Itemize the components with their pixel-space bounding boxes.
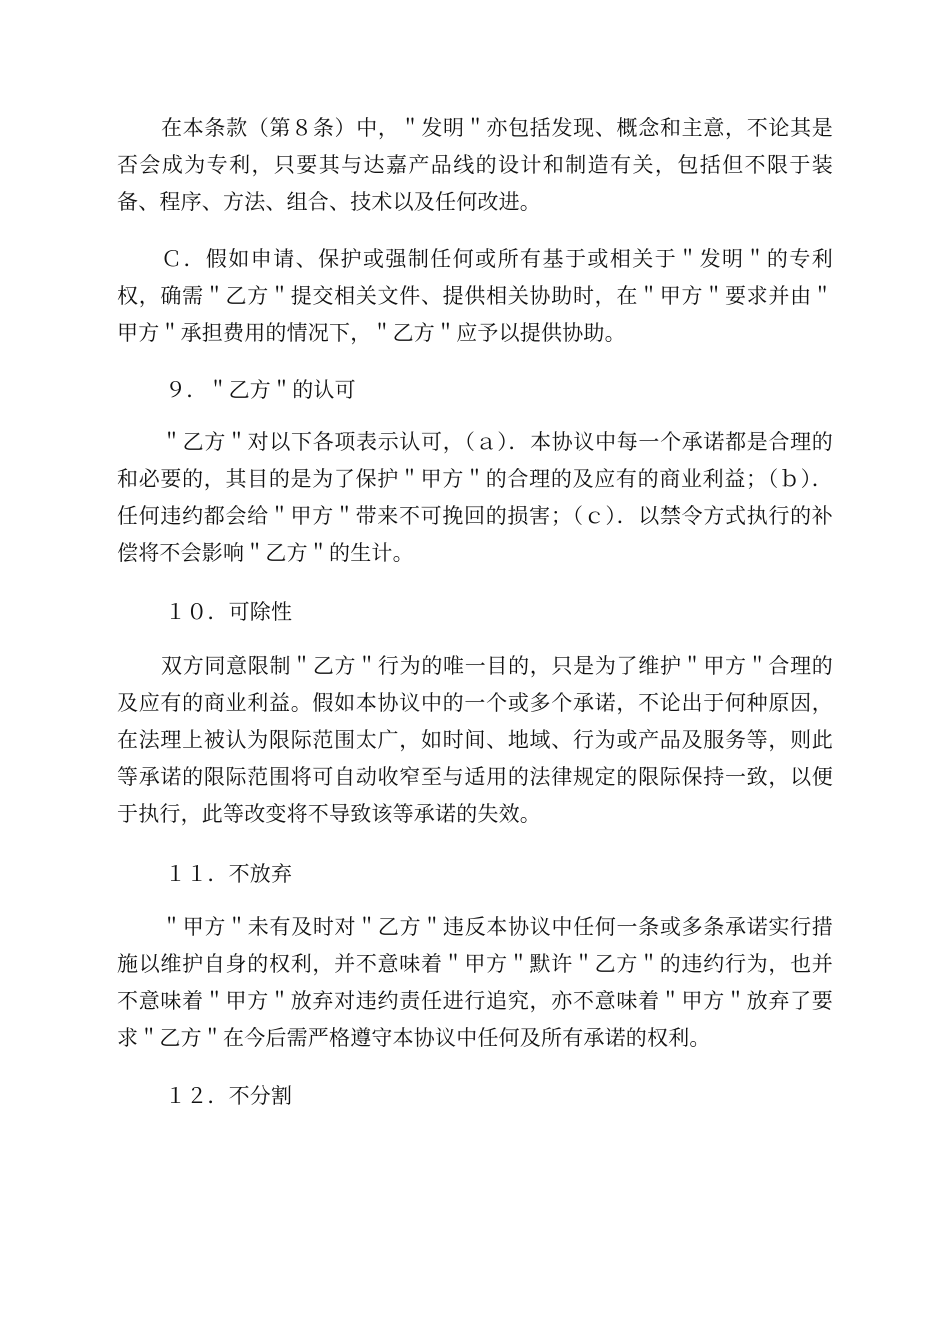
heading-section-12: １２．不分割 (165, 1084, 293, 1108)
heading-section-11: １１．不放弃 (165, 862, 293, 886)
paragraph-section-11-body: ＂甲方＂未有及时对＂乙方＂违反本协议中任何一条或多条承诺实行措施以维护自身的权利，并不意味着＂甲方＂默许＂乙方＂的违约行为，也并不意味着＂甲方＂放弃对违约责任进行追究，亦不意味着＂甲方＂放弃了要求＂乙方＂在今后需严格遵守本协议中任何及所有承诺的权利。 (117, 915, 833, 1050)
heading-section-9: ９．＂乙方＂的认可 (165, 378, 356, 402)
paragraph-clause-c: Ｃ．假如申请、保护或强制任何或所有基于或相关于＂发明＂的专利权，确需＂乙方＂提交相关文件、提供相关协助时，在＂甲方＂要求并由＂甲方＂承担费用的情况下，＂乙方＂应予以提供协助。 (117, 247, 833, 345)
paragraph-section-9-body: ＂乙方＂对以下各项表示认可，（ａ）．本协议中每一个承诺都是合理的和必要的，其目的是为了保护＂甲方＂的合理的及应有的商业利益；（ｂ）．任何违约都会给＂甲方＂带来不可挽回的损害；（ｃ）．以禁令方式执行的补偿将不会影响＂乙方＂的生计。 (117, 430, 833, 565)
paragraph-invention-definition: 在本条款（第８条）中，＂发明＂亦包括发现、概念和主意，不论其是否会成为专利，只要其与达嘉产品线的设计和制造有关，包括但不限于装备、程序、方法、组合、技术以及任何改进。 (117, 116, 833, 214)
heading-section-10: １０．可除性 (165, 600, 293, 624)
paragraph-section-10-body: 双方同意限制＂乙方＂行为的唯一目的，只是为了维护＂甲方＂合理的及应有的商业利益。假如本协议中的一个或多个承诺，不论出于何种原因，在法理上被认为限际范围太广，如时间、地域、行为或产品及服务等，则此等承诺的限际范围将可自动收窄至与适用的法律规定的限际保持一致，以便于执行，此等改变将不导致该等承诺的失效。 (117, 654, 833, 826)
